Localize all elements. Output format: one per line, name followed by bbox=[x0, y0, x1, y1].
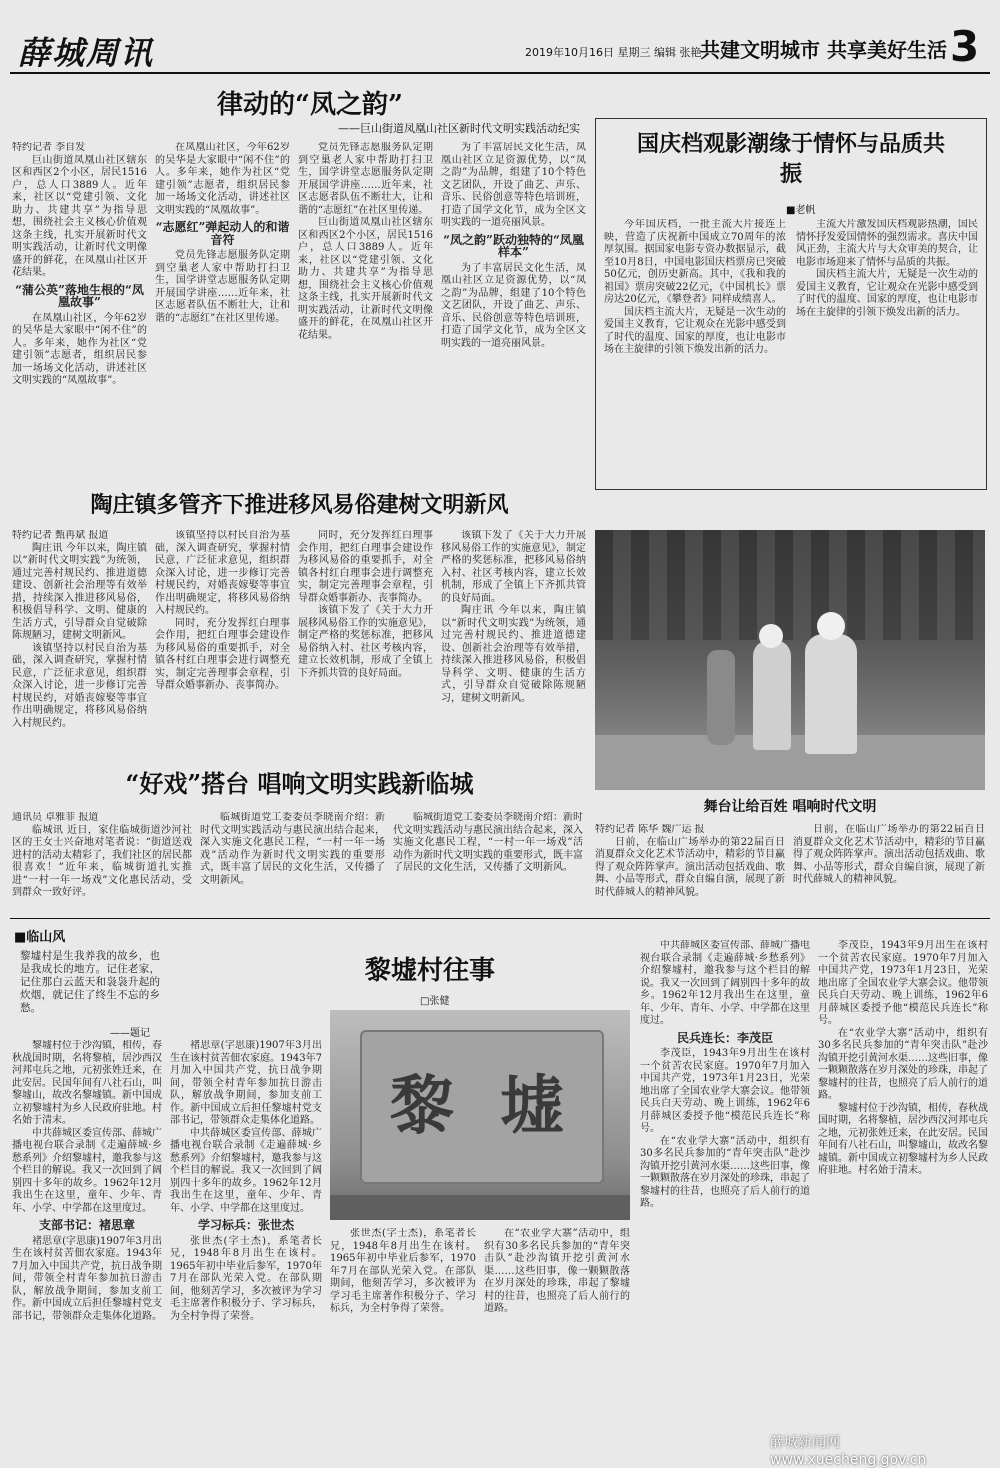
stage-photo bbox=[595, 530, 985, 790]
article5-para: 中共薛城区委宣传部、薛城广播电视台联合录制《走遍薛城·乡愁系列》介绍黎墟村，邀我参与这个栏目的解说。我又一次回到了阔别四十多年的故乡。1962年12月我出生在这里，童年、少年、青年、小学、中学都在这里度过。 bbox=[640, 940, 810, 1026]
article5-heading2: 学习标兵：张世杰 bbox=[197, 1218, 294, 1232]
masthead-rule bbox=[10, 72, 990, 74]
article2-byline: ■老帆 bbox=[786, 205, 816, 216]
article3-para: 该镇下发了《关于大力开展移风易俗工作的实施意见》，制定严格的奖惩标准，把移风易俗纳入村、社区考核内容，建立长效机制，形成了全镇上下齐抓共管的良好局面。 bbox=[441, 530, 586, 604]
article5-para: 在“农业学大寨”活动中，组织有30多名民兵参加的“青年突击队”赴沙沟镇开挖引黄河水渠……这些旧事，像一颗颗散落在岁月深处的珍珠，串起了黎墟村的往昔，也照亮了后人前行的道路。 bbox=[484, 1228, 630, 1314]
article3-para: 陶庄讯 今年以来，陶庄镇以“新时代文明实践”为统领，通过完善村规民约、推进道德建设、创新社会治理等有效举措，持续深入推进移风易俗，积极倡导科学、文明、健康的生活方式，引导群众自觉破除陈规陋习，建树文明新风。 bbox=[12, 542, 147, 641]
article4-para: 临城街道党工委委员李晓南介绍：新时代文明实践活动与惠民演出结合起来，深入实施文化惠民工程，“一村一年一场戏”活动作为新时代文明实践的重要形式，既丰富了居民的文化生活，又传播了文明新风。 bbox=[393, 812, 583, 873]
article2-para: 国庆档主流大片，无疑是一次生动的爱国主义教育，它让观众在光影中感受到了时代的温度、国家的厚度，也让电影市场在主旋律的引领下焕发出新的活力。 bbox=[796, 269, 978, 318]
article1-para: 在凤凰山社区，今年62岁的吴华是大家眼中“闲不住”的人。多年来，她作为社区“党建引领”志愿者，组织居民参加一场场文化活动，讲述社区文明实践的“凤凰故事”。 bbox=[12, 312, 147, 386]
page-number: 3 bbox=[950, 22, 980, 71]
article4-para: 临城街道党工委委员李晓南介绍：新时代文明实践活动与惠民演出结合起来，深入实施文化惠民工程，“一村一年一场戏”活动作为新时代文明实践的重要形式，既丰富了居民的文化生活，又传播了文明新风。 bbox=[200, 812, 385, 886]
section-rule bbox=[10, 918, 990, 919]
article5-left bbox=[12, 1040, 322, 1450]
article5-para: 张世杰(字士杰)，系笔者长兄，1948年8月出生在该村。1965年初中毕业后参军，1970年7月在部队光荣入党。在部队期间，他刻苦学习，多次被评为学习毛主席著作积极分子、学习标兵，为全村争得了荣誉。 bbox=[330, 1228, 476, 1314]
article1-heading1: “蒲公英”落地生根的“凤凰故事” bbox=[15, 282, 144, 309]
article4-byline2: 特约记者 陈华 魏广运 报 bbox=[595, 824, 705, 835]
article3-para: 该镇下发了《关于大力开展移风易俗工作的实施意见》，制定严格的奖惩标准，把移风易俗纳入村、社区考核内容，建立长效机制，形成了全镇上下齐抓共管的良好局面。 bbox=[298, 605, 433, 679]
date-line: 2019年10月16日 星期三 编辑 张艳 bbox=[525, 46, 702, 59]
article4-para: 日前，在临山广场举办的第22届百日消夏群众文化艺术节活动中，精彩的节目赢得了观众阵阵掌声。演出活动包括戏曲、歌舞、小品等形式，群众自编自演，展现了新时代薛城人的精神风貌。 bbox=[595, 836, 785, 898]
article5-para: 中共薛城区委宣传部、薛城广播电视台联合录制《走遍薛城·乡愁系列》介绍黎墟村，邀我参与这个栏目的解说。我又一次回到了阔别四十多年的故乡。1962年12月我出生在这里，童年、少年、青年、小学、中学都在这里度过。 bbox=[170, 1127, 322, 1214]
article5-para: 在“农业学大寨”活动中，组织有30多名民兵参加的“青年突击队”赴沙沟镇开挖引黄河水渠……这些旧事，像一颗颗散落在岁月深处的珍珠，串起了黎墟村的往昔，也照亮了后人前行的道路。 bbox=[640, 1135, 810, 1209]
article1-para: 为了丰富居民文化生活，凤凰山社区立足资源优势，以“凤之韵”为品牌，组建了10个特色文艺团队，开设了曲艺、声乐、音乐、民俗创意等特色培训班，打造了国学文化节，成为全区文明实践的一道亮丽风景。 bbox=[441, 142, 586, 228]
article4-para: 日前，在临山广场举办的第22届百日消夏群众文化艺术节活动中，精彩的节目赢得了观众阵阵掌声。演出活动包括戏曲、歌舞、小品等形式，群众自编自演，展现了新时代薛城人的精神风貌。 bbox=[793, 824, 985, 885]
photo-caption: 舞台让给百姓 唱响时代文明 bbox=[703, 799, 877, 815]
article1-title: 律动的“凤之韵” bbox=[217, 90, 403, 120]
article2-para: 国庆档主流大片，无疑是一次生动的爱国主义教育，它让观众在光影中感受到了时代的温度、国家的厚度，也让电影市场在主旋律的引领下焕发出新的活力。 bbox=[604, 306, 786, 355]
article5-para: 中共薛城区委宣传部、薛城广播电视台联合录制《走遍薛城·乡愁系列》介绍黎墟村，邀我参与这个栏目的解说。我又一次回到了阔别四十多年的故乡。1962年12月我出生在这里，童年、少年、青年、小学、中学都在这里度过。 bbox=[12, 1127, 162, 1214]
article1-para: 巨山街道凤凰山社区辖东区和西区2个小区，居民1516户，总人口3889人。近年来，社区以“党建引领、文化助力、共建共享”为指导思想，围绕社会主义核心价值观这条主线，扎实开展新时代文明实践活动，让新时代文明像盛开的鲜花，在凤凰山社区开花结果。 bbox=[12, 154, 147, 278]
article4-body bbox=[12, 812, 587, 912]
article5-middle bbox=[330, 1228, 630, 1450]
article4-byline: 通讯员 卓雅菲 报道 bbox=[12, 812, 99, 823]
article5-para: 在“农业学大寨”活动中，组织有30多名民兵参加的“青年突击队”赴沙沟镇开挖引黄河水渠……这些旧事，像一颗颗散落在岁月深处的珍珠，串起了黎墟村的往昔，也照亮了后人前行的道路。 bbox=[818, 1027, 988, 1101]
article3-para: 陶庄讯 今年以来，陶庄镇以“新时代文明实践”为统领，通过完善村规民约、推进道德建设、创新社会治理等有效举措，持续深入推进移风易俗，积极倡导科学、文明、健康的生活方式，引导群众自觉破除陈规陋习，建树文明新风。 bbox=[441, 605, 586, 704]
stone-photo bbox=[330, 1010, 630, 1220]
epigraph-text: 黎墟村是生我养我的故乡，也是我成长的地方。记住老家，记住那白云蓝天和袅袅升起的炊烟，就记住了终生不忘的乡愁。 bbox=[20, 950, 160, 1014]
watermark: 薛城新闻网 www.xuecheng.gov.cn bbox=[770, 1435, 927, 1468]
article3-para: 同时，充分发挥红白理事会作用，把红白理事会建设作为移风易俗的重要抓手，对全镇各村红白理事会进行调整充实，制定完善理事会章程，引导群众婚事新办、丧事简办。 bbox=[298, 530, 433, 604]
stone-char-2: 墟 bbox=[500, 1069, 564, 1144]
epigraph bbox=[20, 950, 160, 1020]
article2-box bbox=[595, 118, 987, 490]
section-label: ■临山风 bbox=[14, 930, 66, 945]
article1-para: 在凤凰山社区，今年62岁的吴华是大家眼中“闲不住”的人。多年来，她作为社区“党建引领”志愿者，组织居民参加一场场文化活动，讲述社区文明实践的“凤凰故事”。 bbox=[155, 142, 290, 216]
slogan: 共建文明城市 共享美好生活 bbox=[700, 38, 947, 62]
article3-body bbox=[12, 530, 587, 755]
article3-para: 该镇坚持以村民自治为基础，深入调查研究，掌握村情民意，广泛征求意见，组织群众深入讨论，进一步修订完善村规民约，对婚丧嫁娶等事宜作出明确规定，将移风易俗纳入村规民约。 bbox=[155, 530, 290, 616]
article1-heading3: “凤之韵”跃动独特的“凤凰样本” bbox=[443, 232, 584, 259]
article5-heading3: 民兵连长：李茂臣 bbox=[676, 1030, 773, 1045]
article3-byline: 特约记者 甄再斌 报道 bbox=[12, 530, 109, 541]
article5-para: 李茂臣，1943年9月出生在该村一个贫苦农民家庭。1970年7月加入中国共产党，1973年1月23日，光荣地出席了全国农业学大寨会议。他带领民兵白天劳动、晚上训练，1962年6月薛城区委授予他“模范民兵连长”称号。 bbox=[640, 1048, 810, 1134]
article3-title: 陶庄镇多管齐下推进移风易俗建树文明新风 bbox=[90, 492, 509, 518]
article5-title: 黎墟村往事 bbox=[364, 956, 495, 986]
article2-title: 国庆档观影潮缘于情怀与品质共振 bbox=[636, 131, 945, 187]
article2-para: 今年国庆档，一批主流大片接连上映，营造了庆祝新中国成立70周年的浓厚氛围。据国家电影专资办数据显示，截至10月8日，中国电影国庆档票房已突破50亿元，创历史新高。其中，《我和我的祖国》票房突破22亿元，《中国机长》票房达20亿元，《攀登者》同样成绩喜人。 bbox=[604, 219, 786, 305]
article5-para: 黎墟村位于沙沟镇，相传，春秋战国时期，名将黎植，居沙西汉河邦屯兵之地，元初张姓迁来，在此安居。民国年间有八社石山，叫黎墟山，故改名黎墟镇。新中国成立初黎墟村为乡人民政府驻地。村名始于清末。 bbox=[12, 1040, 162, 1126]
article5-heading1: 支部书记：褚思章 bbox=[38, 1218, 135, 1232]
epigraph-sign: ——题记 bbox=[110, 1028, 150, 1039]
article1-byline: 特约记者 李自发 bbox=[12, 142, 86, 153]
article1-subtitle: ——巨山街道凤凰山社区新时代文明实践活动纪实 bbox=[338, 122, 580, 135]
article4-side bbox=[595, 824, 985, 912]
article1-para: 巨山街道凤凰山社区辖东区和西区2个小区，居民1516户，总人口3889人。近年来，社区以“党建引领、文化助力、共建共享”为指导思想，围绕社会主义核心价值观这条主线，扎实开展新时代文明实践活动，让新时代文明像盛开的鲜花，在凤凰山社区开花结果。 bbox=[298, 217, 433, 341]
article1-para: 党员先锋志愿服务队定期到空巢老人家中帮助打扫卫生，国学讲堂志愿服务队定期开展国学讲座……近年来，社区志愿者队伍不断壮大，让和谐的“志愿红”在社区里传递。 bbox=[298, 142, 433, 216]
article5-para: 黎墟村位于沙沟镇，相传，春秋战国时期，名将黎植，居沙西汉河邦屯兵之地，元初张姓迁来，在此安居。民国年间有八社石山，叫黎墟山，故改名黎墟镇。新中国成立初黎墟村为乡人民政府驻地。村名始于清末。 bbox=[818, 1102, 988, 1176]
article5-right bbox=[640, 940, 988, 1450]
article1-body bbox=[12, 142, 587, 472]
article3-para: 该镇坚持以村民自治为基础，深入调查研究，掌握村情民意，广泛征求意见，组织群众深入讨论，进一步修订完善村规民约，对婚丧嫁娶等事宜作出明确规定，将移风易俗纳入村规民约。 bbox=[12, 642, 147, 729]
article2-para: 主流大片激发国庆档观影热潮，国民情怀抒发爱国情怀的强烈需求。喜庆中国风正劲，主流大片与大众审美的契合，让电影市场迎来了情怀与品质的共振。 bbox=[796, 219, 978, 268]
article5-para: 褚思章(字思康)1907年3月出生在该村贫苦佃农家庭。1943年7月加入中国共产党，抗日战争期间，带领全村青年参加抗日游击队，解放战争期间，参加支前工作。新中国成立后担任黎墟村党支部书记，带领群众走集体化道路。 bbox=[12, 1235, 162, 1322]
stone-char-1: 黎 bbox=[390, 1069, 454, 1144]
article3-para: 同时，充分发挥红白理事会作用，把红白理事会建设作为移风易俗的重要抓手，对全镇各村红白理事会进行调整充实，制定完善理事会章程，引导群众婚事新办、丧事简办。 bbox=[155, 617, 290, 691]
article4-title: “好戏”搭台 唱响文明实践新临城 bbox=[125, 769, 474, 798]
article4-para: 临城讯 近日，家住临城街道沙河社区的王女士兴奋地对笔者说：“街道送戏进村的活动太精彩了，我们社区的居民都很喜欢！”近年来，临城街道扎实推进“一村一年一场戏”文化惠民活动，受到群众一致好评。 bbox=[12, 824, 192, 898]
article1-para: 为了丰富居民文化生活，凤凰山社区立足资源优势，以“凤之韵”为品牌，组建了10个特色文艺团队，开设了曲艺、声乐、音乐、民俗创意等特色培训班，打造了国学文化节，成为全区文明实践的一道亮丽风景。 bbox=[441, 262, 586, 349]
article1-para: 党员先锋志愿服务队定期到空巢老人家中帮助打扫卫生，国学讲堂志愿服务队定期开展国学讲座……近年来，社区志愿者队伍不断壮大，让和谐的“志愿红”在社区里传递。 bbox=[155, 250, 290, 324]
masthead-logo: 薛城周讯 bbox=[18, 34, 155, 72]
article5-para: 李茂臣，1943年9月出生在该村一个贫苦农民家庭。1970年7月加入中国共产党，1973年1月23日，光荣地出席了全国农业学大寨会议。他带领民兵白天劳动、晚上训练，1962年6月薛城区委授予他“模范民兵连长”称号。 bbox=[818, 940, 988, 1026]
article5-byline: □张健 bbox=[420, 996, 450, 1007]
article1-heading2: “志愿红”弹起动人的和谐音符 bbox=[155, 220, 290, 247]
article5-para: 褚思章(字思康)1907年3月出生在该村贫苦佃农家庭。1943年7月加入中国共产党，抗日战争期间，带领全村青年参加抗日游击队，解放战争期间，参加支前工作。新中国成立后担任黎墟村党支部书记，带领群众走集体化道路。 bbox=[170, 1040, 322, 1126]
article5-para: 张世杰(字士杰)，系笔者长兄，1948年8月出生在该村。1965年初中毕业后参军，1970年7月在部队光荣入党。在部队期间，他刻苦学习，多次被评为学习毛主席著作积极分子、学习标兵，为全村争得了荣誉。 bbox=[170, 1235, 322, 1322]
